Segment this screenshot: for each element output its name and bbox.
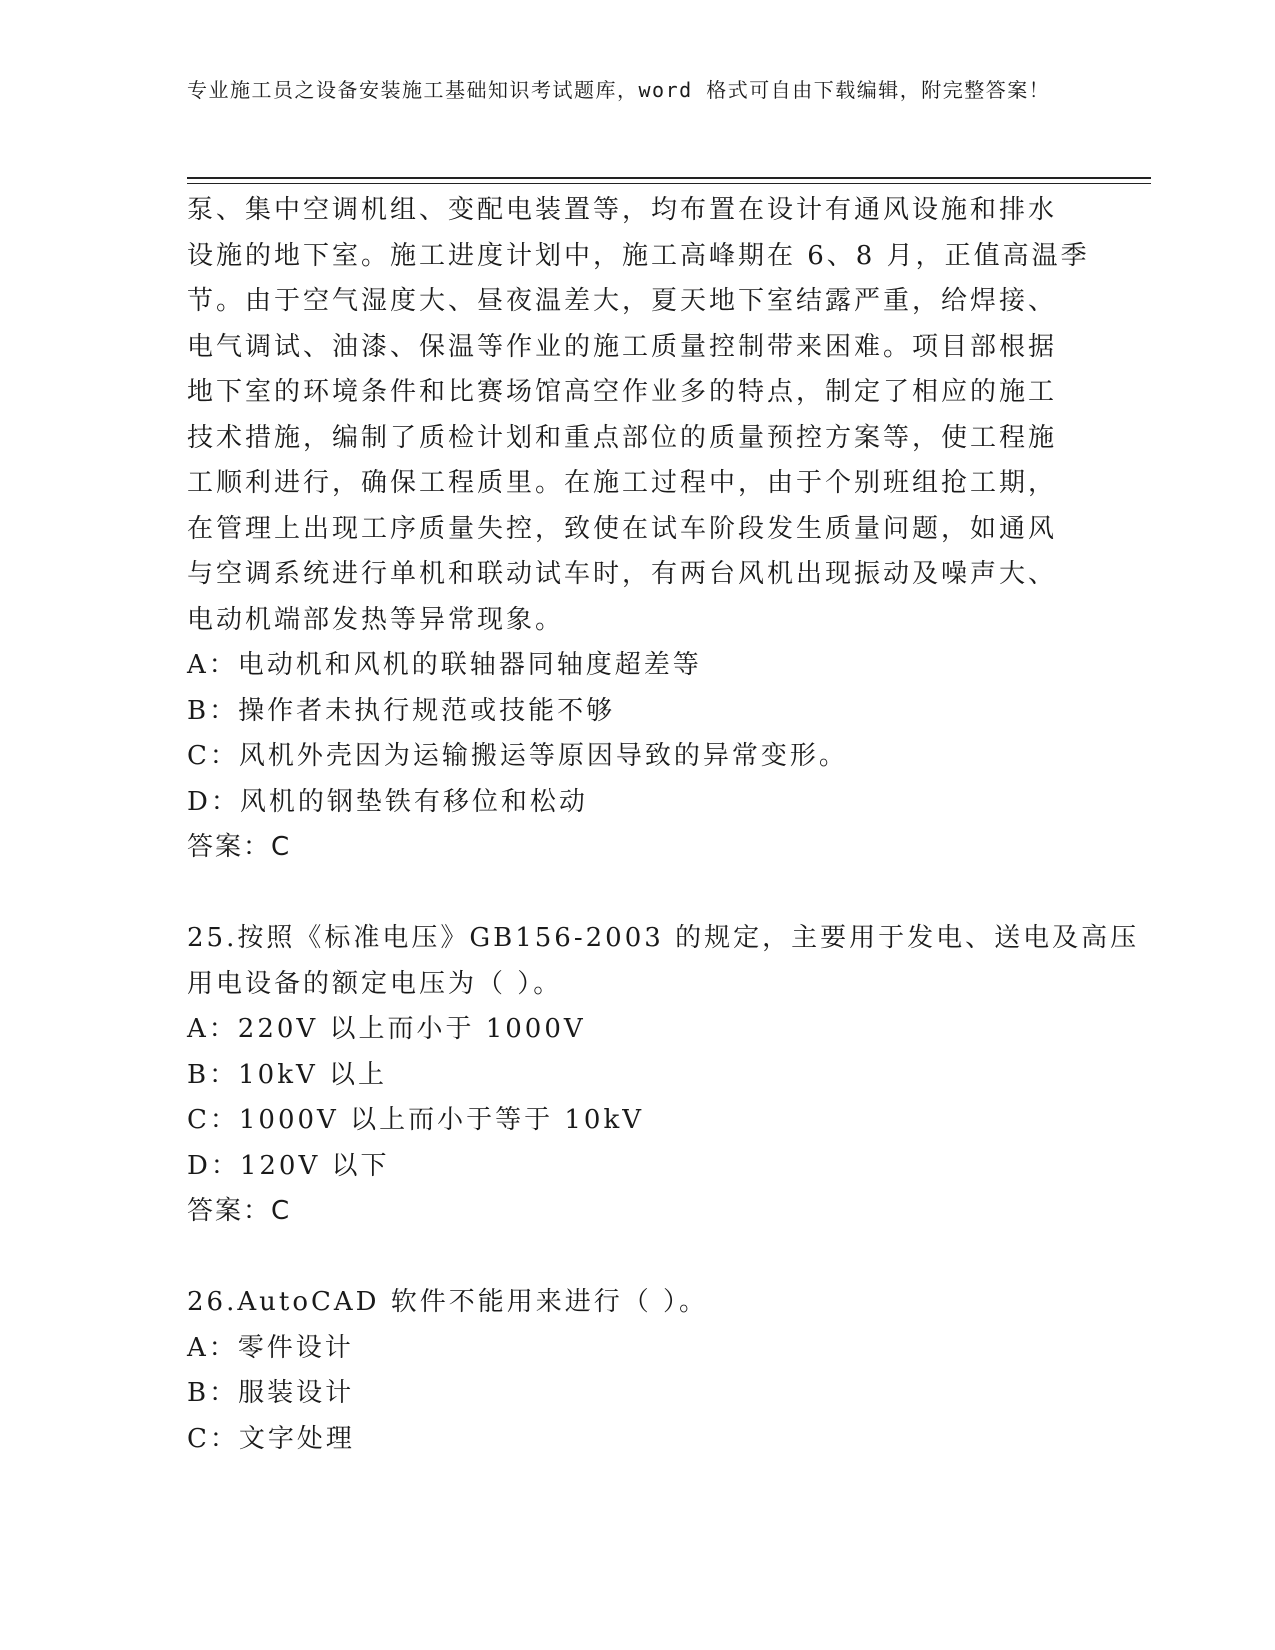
document-body [187, 188, 1140, 1462]
question-stem-line: 与空调系统进行单机和联动试车时，有两台风机出现振动及噪声大、 [187, 559, 1058, 589]
question-stem-line: 设施的地下室。施工进度计划中，施工高峰期在 6、8 月，正值高温季 [187, 240, 1090, 271]
question-stem-line: 技术措施，编制了质检计划和重点部位的质量预控方案等，使工程施 [187, 422, 1058, 453]
question-26 [187, 1280, 1087, 1462]
option-d: D：120V 以下 [187, 1150, 390, 1181]
question-stem-line: 节。由于空气湿度大、昼夜温差大，夏天地下室结露严重，给焊接、 [187, 286, 1058, 316]
option-a: A：零件设计 [187, 1332, 354, 1363]
question-24 [187, 188, 1090, 871]
question-stem-line: 泵、集中空调机组、变配电装置等，均布置在设计有通风设施和排水 [187, 195, 1058, 225]
question-25 [187, 916, 1140, 1235]
question-stem-line: 电动机端部发热等异常现象。 [187, 604, 565, 635]
header-divider-thick [187, 177, 1151, 179]
option-d: D：风机的钢垫铁有移位和松动 [187, 786, 588, 817]
question-stem-line: 用电设备的额定电压为（ ）。 [187, 968, 563, 999]
question-stem-line: 25.按照《标准电压》GB156-2003 的规定，主要用于发电、送电及高压 [187, 923, 1140, 953]
answer-line: 答案：C [187, 832, 292, 862]
option-c: C：文字处理 [187, 1423, 355, 1454]
option-c: C：1000V 以上而小于等于 10kV [187, 1105, 644, 1135]
answer-line: 答案：C [187, 1196, 292, 1226]
question-stem-line: 地下室的环境条件和比赛场馆高空作业多的特点，制定了相应的施工 [187, 377, 1058, 407]
option-b: B：10kV 以上 [187, 1059, 387, 1090]
document-header: 专业施工员之设备安装施工基础知识考试题库，word 格式可自由下载编辑，附完整答案！ [187, 78, 1051, 102]
option-a: A：电动机和风机的联轴器同轴度超差等 [187, 650, 702, 680]
question-spacer [187, 871, 1087, 917]
question-stem-line: 工顺利进行，确保工程质里。在施工过程中，由于个别班组抢工期， [187, 468, 1058, 498]
option-a: A：220V 以上而小于 1000V [187, 1014, 586, 1044]
question-stem-line: 在管理上出现工序质量失控，致使在试车阶段发生质量问题，如通风 [187, 513, 1058, 544]
header-divider-thin [187, 183, 1151, 184]
question-spacer [187, 1235, 1087, 1281]
option-c: C：风机外壳因为运输搬运等原因导致的异常变形。 [187, 741, 848, 771]
question-stem-line: 电气调试、油漆、保温等作业的施工质量控制带来困难。项目部根据 [187, 331, 1058, 362]
option-b: B：服装设计 [187, 1378, 355, 1408]
option-b: B：操作者未执行规范或技能不够 [187, 695, 616, 726]
question-stem-line: 26.AutoCAD 软件不能用来进行（ ）。 [187, 1287, 709, 1317]
